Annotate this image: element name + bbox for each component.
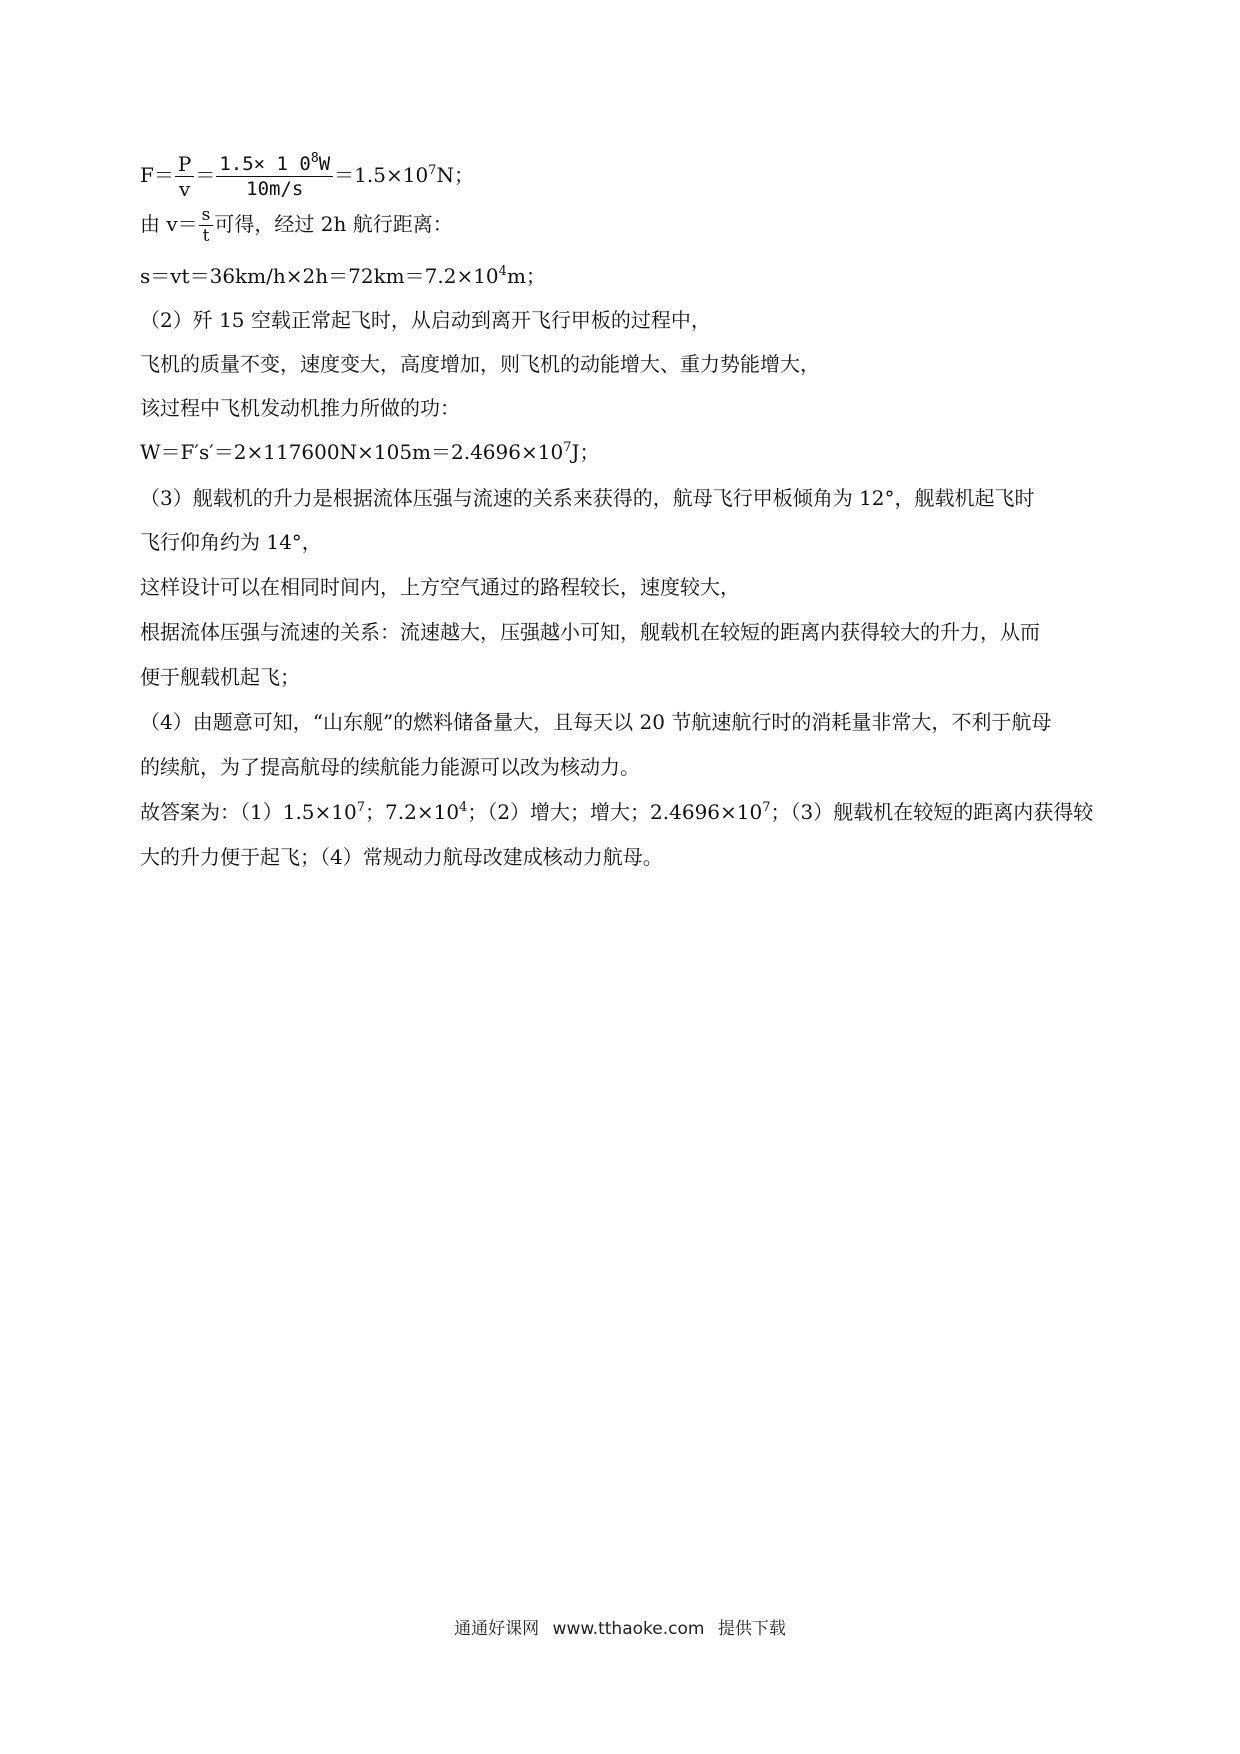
distance-exponent: 4	[498, 264, 507, 279]
frac-numerator: s	[199, 205, 214, 226]
work-exponent: 7	[563, 440, 572, 455]
answer-part1: 故答案为：（1）1.5×10	[140, 800, 357, 824]
part3-line3: 这样设计可以在相同时间内，上方空气通过的路程较长，速度较大，	[140, 575, 740, 599]
frac-denominator: v	[178, 177, 191, 201]
frac-numerator: P	[175, 152, 194, 177]
power-unit: W	[318, 153, 331, 175]
answer-exp1: 7	[356, 800, 366, 815]
part3-line1: （3）舰载机的升力是根据流体压强与流速的关系来获得的，航母飞行甲板倾角为 12°，舰载机起飞时	[140, 486, 1035, 510]
force-result: ＝1.5×10	[334, 163, 429, 187]
work-formula	[140, 438, 600, 466]
footer-url-link[interactable]: www.tthaoke.com	[552, 1619, 705, 1639]
footer-suffix: 提供下载	[717, 1619, 786, 1639]
part4-line2: 的续航，为了提高航母的续航能力能源可以改为核动力。	[140, 755, 640, 779]
part4-line1: （4）由题意可知，“山东舰”的燃料储备量大，且每天以 20 节航速航行时的消耗量非常大，不利于航母	[140, 710, 1052, 734]
speed-formula	[140, 205, 453, 246]
answer-part2: ；7.2×10	[365, 800, 460, 824]
footer-site-name: 通通好课网	[454, 1619, 540, 1639]
answer-exp3: 7	[762, 800, 771, 815]
part3-line4: 根据流体压强与流速的关系：流速越大，压强越小可知，舰载机在较短的距离内获得较大的升力，从而	[140, 620, 1040, 644]
fraction-power-over-speed	[216, 152, 333, 201]
part2-line2: 飞机的质量不变，速度变大，高度增加，则飞机的动能增大、重力势能增大，	[140, 352, 820, 376]
frac-numerator	[216, 152, 333, 177]
work-unit: J；	[571, 440, 600, 464]
frac-denominator: 10m/s	[246, 178, 304, 200]
frac-denominator: t	[202, 226, 210, 246]
page-footer	[0, 1614, 1240, 1639]
answer-exp2: 4	[459, 800, 468, 815]
part2-line3: 该过程中飞机发动机推力所做的功：	[140, 396, 460, 420]
work-value: W＝F′s′＝2×117600N×105m＝2.4696×10	[140, 440, 564, 464]
power-value: 1.5× 1 0	[219, 153, 311, 175]
force-lhs: F＝	[140, 163, 174, 187]
fraction-s-over-t	[199, 205, 214, 246]
fraction-p-over-v	[175, 152, 194, 201]
speed-post: 可得，经过 2h 航行距离：	[214, 212, 453, 236]
force-exponent: 7	[428, 163, 437, 178]
distance-formula	[140, 262, 546, 290]
answer-line2: 大的升力便于起飞；（4）常规动力航母改建成核动力航母。	[140, 845, 663, 869]
part2-line1: （2）歼 15 空载正常起飞时，从启动到离开飞行甲板的过程中，	[140, 308, 711, 332]
force-unit: N；	[436, 163, 474, 187]
equals-sign: ＝	[195, 163, 216, 187]
distance-unit: m；	[506, 264, 546, 288]
force-formula	[140, 152, 474, 201]
answer-line1	[140, 798, 1093, 826]
part3-line2: 飞行仰角约为 14°，	[140, 530, 322, 554]
power-exponent: 8	[310, 151, 319, 166]
answer-part4: ；（3）舰载机在较短的距离内获得较	[770, 800, 1094, 824]
part3-line5: 便于舰载机起飞；	[140, 665, 300, 689]
speed-pre: 由 v＝	[140, 212, 198, 236]
answer-part3: ；（2）增大；增大；2.4696×10	[467, 800, 763, 824]
distance-value: s＝vt＝36km/h×2h＝72km＝7.2×10	[140, 264, 499, 288]
